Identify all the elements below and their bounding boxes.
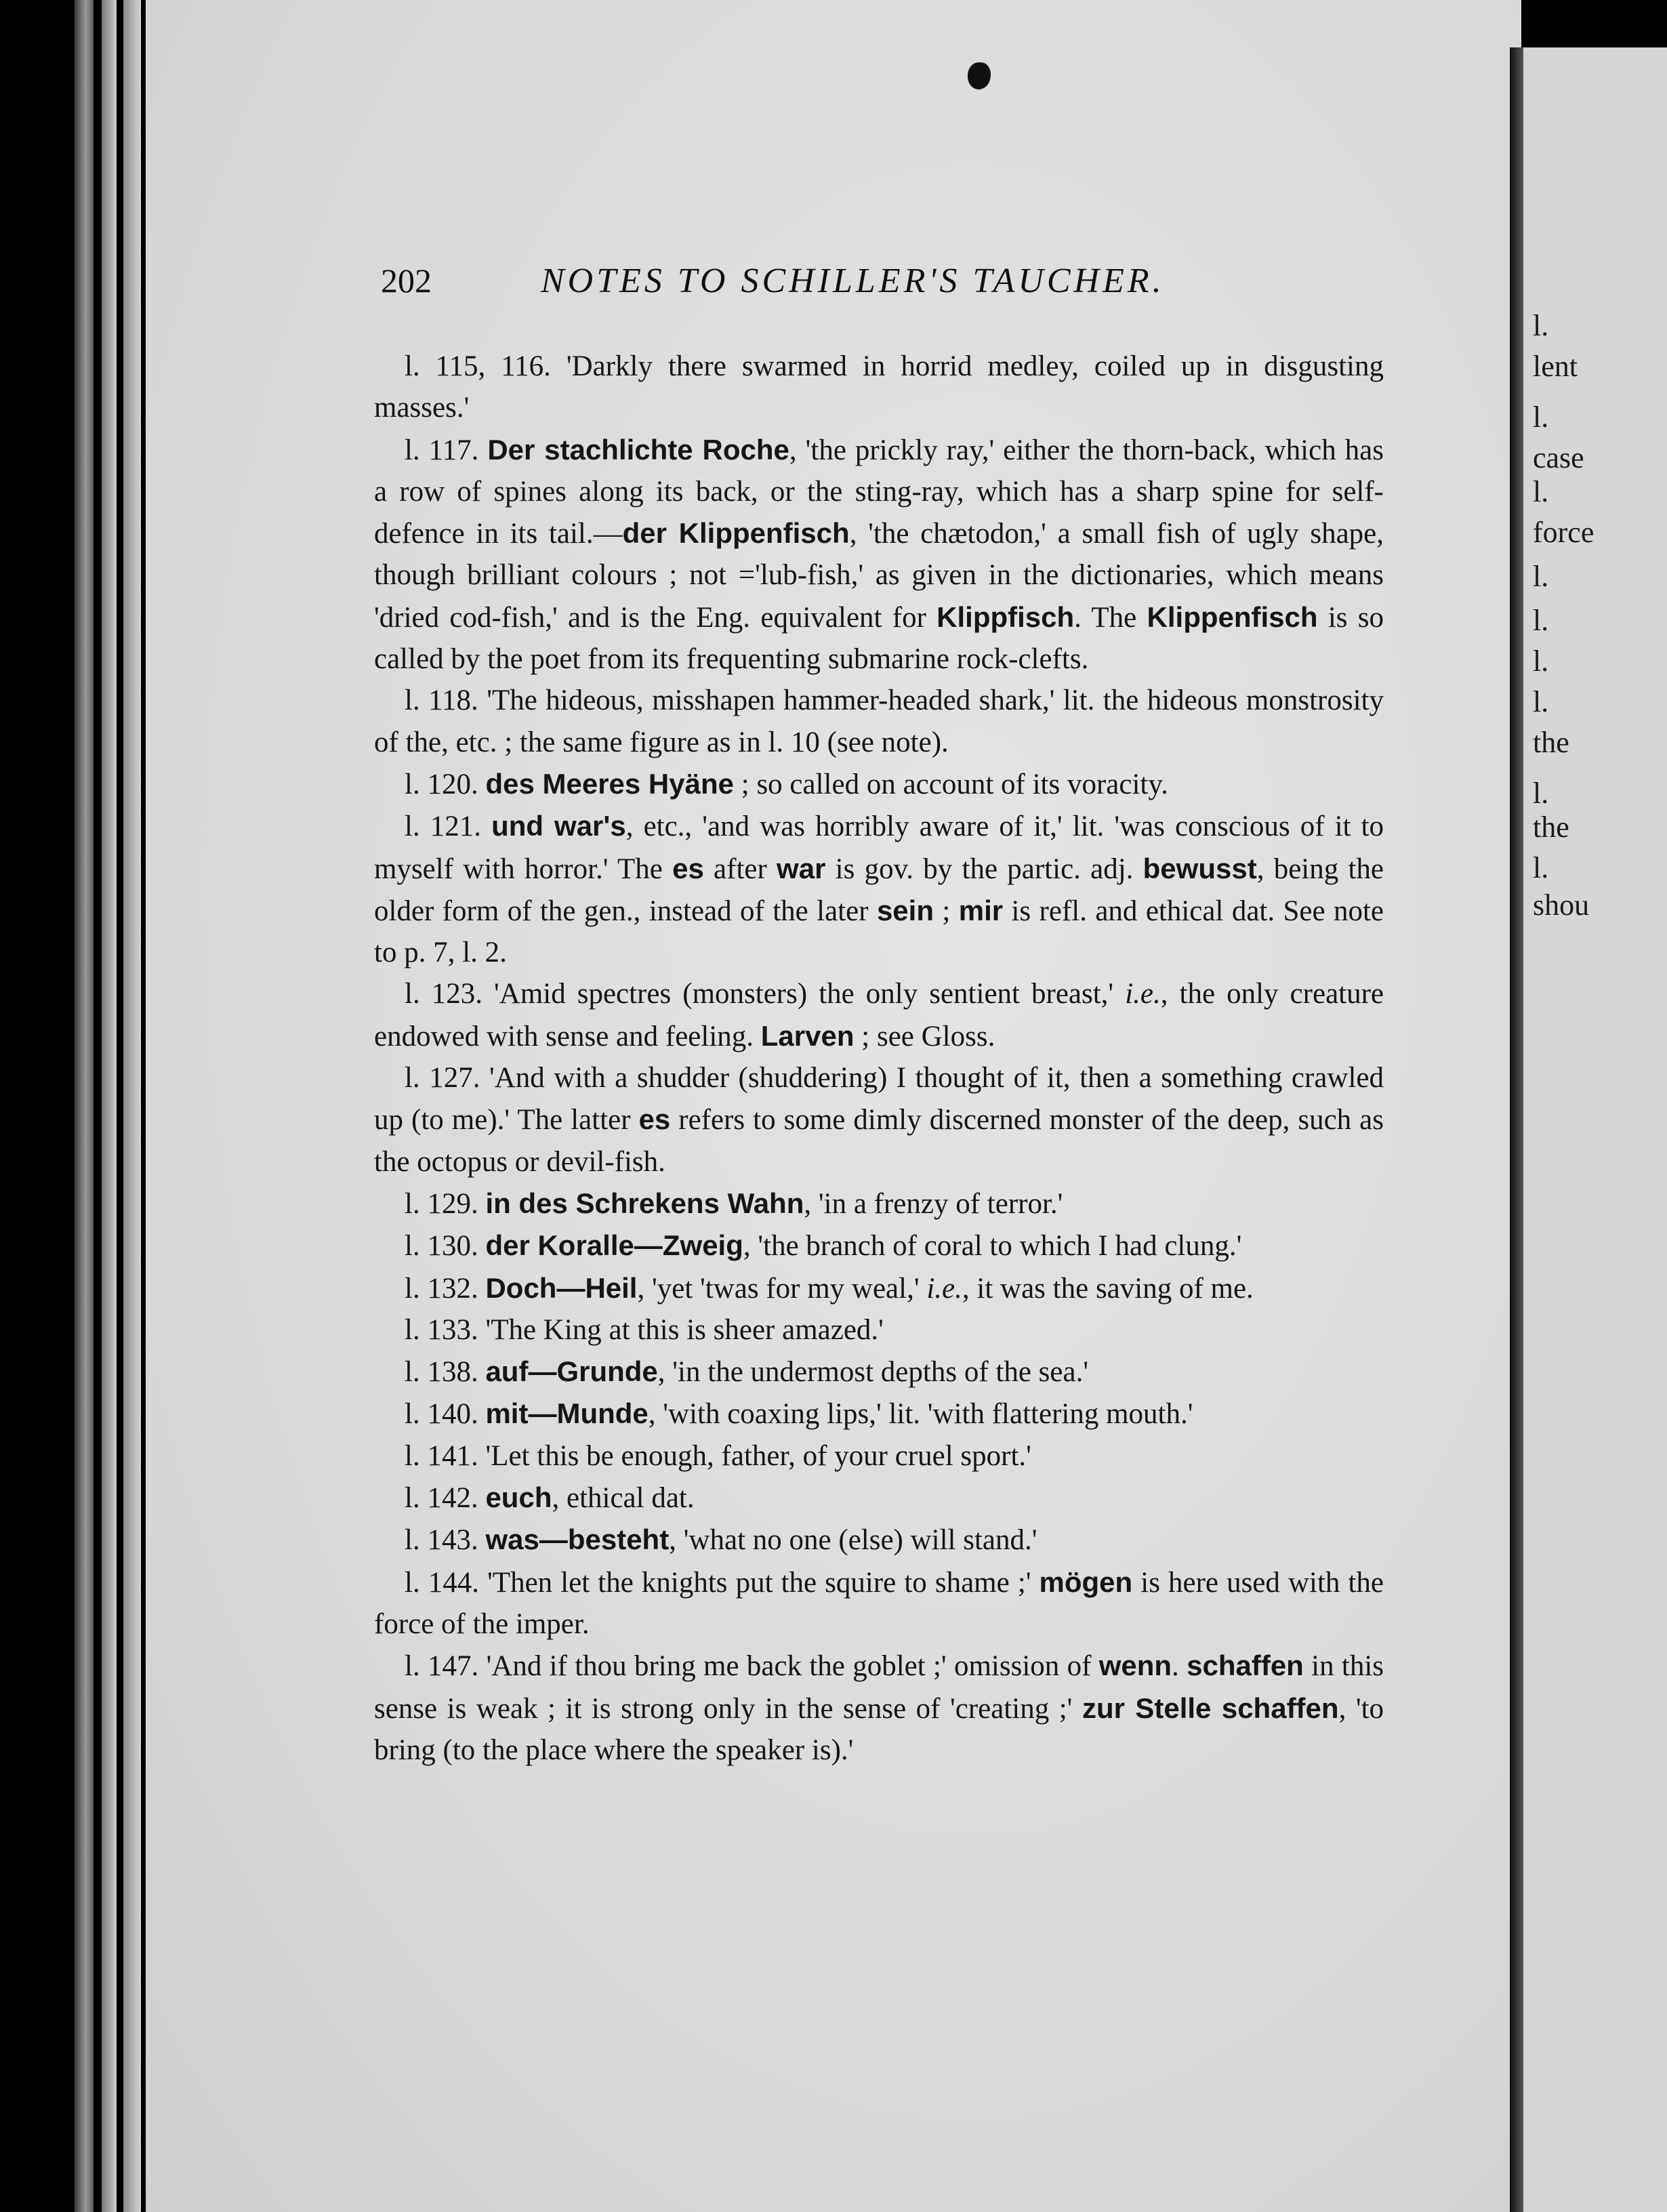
- page-edge: [102, 0, 117, 2212]
- italic-abbreviation: i.e.: [1125, 978, 1161, 1010]
- german-term: euch: [485, 1481, 552, 1514]
- scan-border: [0, 0, 75, 2212]
- german-term: zur Stelle schaffen: [1082, 1692, 1339, 1724]
- german-term: der Koralle—Zweig: [485, 1229, 743, 1262]
- german-term: Larven: [760, 1019, 855, 1052]
- line-reference: l. 130.: [405, 1230, 486, 1263]
- note-entry: [374, 1183, 1384, 1225]
- german-term: schaffen: [1187, 1650, 1304, 1682]
- note-entry: [374, 763, 1384, 805]
- german-term: Klippenfisch: [1147, 600, 1318, 633]
- line-reference: l. 144.: [405, 1566, 488, 1599]
- note-entry: [374, 1645, 1384, 1771]
- book-gutter: [1510, 47, 1523, 2212]
- note-entry: [374, 1477, 1384, 1519]
- facing-page-fragment: the: [1533, 726, 1569, 759]
- german-term: mit—Munde: [485, 1397, 649, 1430]
- facing-page-fragment: shou: [1533, 888, 1590, 922]
- facing-page-fragment: l.: [1533, 851, 1549, 884]
- note-text: 'The hideous, misshapen hammer-headed shark,' lit. the hideous monstrosity of the, etc. ; the same figure as in l. 10 (see note).: [374, 684, 1384, 758]
- german-term: und war's: [491, 810, 626, 842]
- line-reference: l. 121.: [405, 811, 492, 843]
- note-text: 'Darkly there swarmed in horrid medley, coiled up in disgusting masses.': [374, 350, 1384, 424]
- note-text: 'Amid spectres (monsters) the only sentient breast,': [494, 978, 1126, 1010]
- note-text: 'And if thou bring me back the goblet ;' omission of: [486, 1650, 1099, 1683]
- note-text: ;: [933, 895, 959, 927]
- german-term: der Klippenfisch: [622, 517, 850, 550]
- note-text: . The: [1074, 601, 1147, 634]
- note-text: .: [1172, 1650, 1187, 1683]
- note-text: , 'the prickly ray,' either the thorn-back, which has a row of spines along its back, or the sting-ray, which has a sharp spine for self-defence in its tail.—: [374, 434, 1384, 550]
- german-term: Der stachlichte Roche: [487, 433, 789, 466]
- line-reference: l. 141.: [405, 1439, 486, 1472]
- note-text: is refl. and ethical dat. See note to p. 7, l. 2.: [374, 895, 1384, 969]
- note-text: 'Then let the knights put the squire to shame ;': [487, 1566, 1040, 1599]
- line-reference: l. 147.: [405, 1650, 487, 1683]
- note-text: , etc., 'and was horribly aware of it,' lit. 'was conscious of it to myself with horror.' The: [374, 811, 1384, 885]
- note-entry: [374, 1561, 1384, 1645]
- page-number: 202: [381, 262, 432, 300]
- facing-page-fragment: lent: [1533, 350, 1578, 383]
- line-reference: l. 127.: [405, 1062, 489, 1094]
- line-reference: l. 133.: [405, 1313, 486, 1346]
- line-reference: l. 120.: [405, 768, 486, 800]
- note-text: 'The King at this is sheer amazed.': [485, 1313, 884, 1346]
- note-entry: [374, 1435, 1384, 1477]
- german-term: wenn: [1098, 1650, 1172, 1682]
- facing-page-fragment: l.: [1533, 604, 1549, 637]
- line-reference: l. 118.: [405, 684, 487, 717]
- german-term: in des Schrekens Wahn: [485, 1187, 804, 1219]
- german-term: bewusst: [1143, 852, 1257, 884]
- german-term: des Meeres Hyäne: [485, 767, 734, 800]
- facing-page: [1523, 47, 1667, 2212]
- note-entry: [374, 1519, 1384, 1561]
- note-text: is so called by the poet from its frequenting submarine rock-clefts.: [374, 601, 1384, 676]
- note-entry: [374, 1225, 1384, 1267]
- note-entry: [374, 805, 1384, 973]
- line-reference: l. 117.: [405, 434, 488, 466]
- facing-page-fragment: l.: [1533, 309, 1549, 342]
- running-title: NOTES TO SCHILLER'S TAUCHER.: [541, 262, 1165, 300]
- note-entry: [374, 1351, 1384, 1393]
- note-entry: [374, 1309, 1384, 1351]
- page-edge: [123, 0, 141, 2212]
- note-entry: [374, 1057, 1384, 1183]
- note-text: in this sense is weak ; it is strong only in the sense of 'creating ;': [374, 1650, 1384, 1725]
- german-term: Klippfisch: [937, 600, 1075, 633]
- note-text: , 'in the undermost depths of the sea.': [657, 1356, 1089, 1389]
- note-text: , 'yet 'twas for my weal,': [637, 1272, 927, 1305]
- note-text: , 'what no one (else) will stand.': [669, 1524, 1037, 1557]
- note-text: is here used with the force of the imper.: [374, 1566, 1384, 1640]
- facing-page-fragment: l.: [1533, 777, 1549, 810]
- notes-body: [374, 346, 1384, 1771]
- facing-page-fragment: the: [1533, 811, 1569, 844]
- facing-page-fragment: force: [1533, 516, 1594, 549]
- note-entry: [374, 1267, 1384, 1309]
- note-text: , 'the chætodon,' a small fish of ugly shape, though brilliant colours ; not ='lub-fish,' as given in the dictionaries, which means 'dried cod-fish,' and is the Eng. equivalent for: [374, 518, 1384, 634]
- line-reference: l. 140.: [405, 1398, 486, 1431]
- note-entry: [374, 680, 1384, 763]
- german-term: es: [672, 852, 704, 884]
- note-text: , 'in a frenzy of terror.': [804, 1187, 1063, 1220]
- note-entry: [374, 973, 1384, 1057]
- line-reference: l. 123.: [405, 978, 495, 1010]
- running-head: [381, 261, 1397, 308]
- note-text: , 'with coaxing lips,' lit. 'with flattering mouth.': [648, 1398, 1193, 1431]
- line-reference: l. 115, 116.: [405, 350, 567, 382]
- facing-page-fragment: l.: [1533, 644, 1549, 678]
- line-reference: l. 129.: [405, 1187, 486, 1220]
- german-term: es: [638, 1103, 671, 1136]
- italic-abbreviation: i.e.: [926, 1272, 962, 1305]
- german-term: was—besteht: [485, 1523, 670, 1556]
- page-edge: [75, 0, 94, 2212]
- note-text: , 'the branch of coral to which I had clung.': [743, 1230, 1242, 1263]
- note-entry: [374, 429, 1384, 680]
- german-term: sein: [876, 894, 934, 926]
- facing-page-fragment: case: [1533, 441, 1584, 474]
- note-entry: [374, 1393, 1384, 1435]
- note-text: is gov. by the partic. adj.: [825, 853, 1143, 885]
- german-term: Doch—Heil: [485, 1271, 638, 1304]
- note-text: 'And with a shudder (shuddering) I thought of it, then a something crawled up (to me).' The latter: [374, 1062, 1384, 1136]
- note-text: , the only creature endowed with sense and feeling.: [374, 978, 1384, 1052]
- note-text: , ethical dat.: [552, 1482, 695, 1515]
- note-text: ; so called on account of its voracity.: [734, 768, 1168, 800]
- german-term: auf—Grunde: [485, 1355, 658, 1388]
- line-reference: l. 142.: [405, 1482, 486, 1515]
- line-reference: l. 132.: [405, 1272, 486, 1305]
- note-text: 'Let this be enough, father, of your cruel sport.': [485, 1439, 1031, 1472]
- facing-page-fragment: l.: [1533, 685, 1549, 718]
- note-text: after: [703, 853, 777, 885]
- note-text: ; see Gloss.: [854, 1020, 995, 1052]
- facing-page-fragment: l.: [1533, 560, 1549, 593]
- note-text: , 'to bring (to the place where the speaker is).': [374, 1692, 1384, 1766]
- facing-page-fragment: l.: [1533, 401, 1549, 434]
- note-text: , it was the saving of me.: [962, 1272, 1254, 1305]
- german-term: war: [777, 852, 826, 884]
- note-text: refers to some dimly discerned monster of the deep, such as the octopus or devil-fish.: [374, 1104, 1384, 1178]
- note-text: , being the older form of the gen., instead of the later: [374, 853, 1384, 927]
- note-entry: [374, 346, 1384, 429]
- line-reference: l. 143.: [405, 1524, 486, 1557]
- line-reference: l. 138.: [405, 1356, 486, 1389]
- german-term: mögen: [1039, 1565, 1133, 1598]
- german-term: mir: [958, 894, 1004, 926]
- facing-page-fragment: l.: [1533, 475, 1549, 508]
